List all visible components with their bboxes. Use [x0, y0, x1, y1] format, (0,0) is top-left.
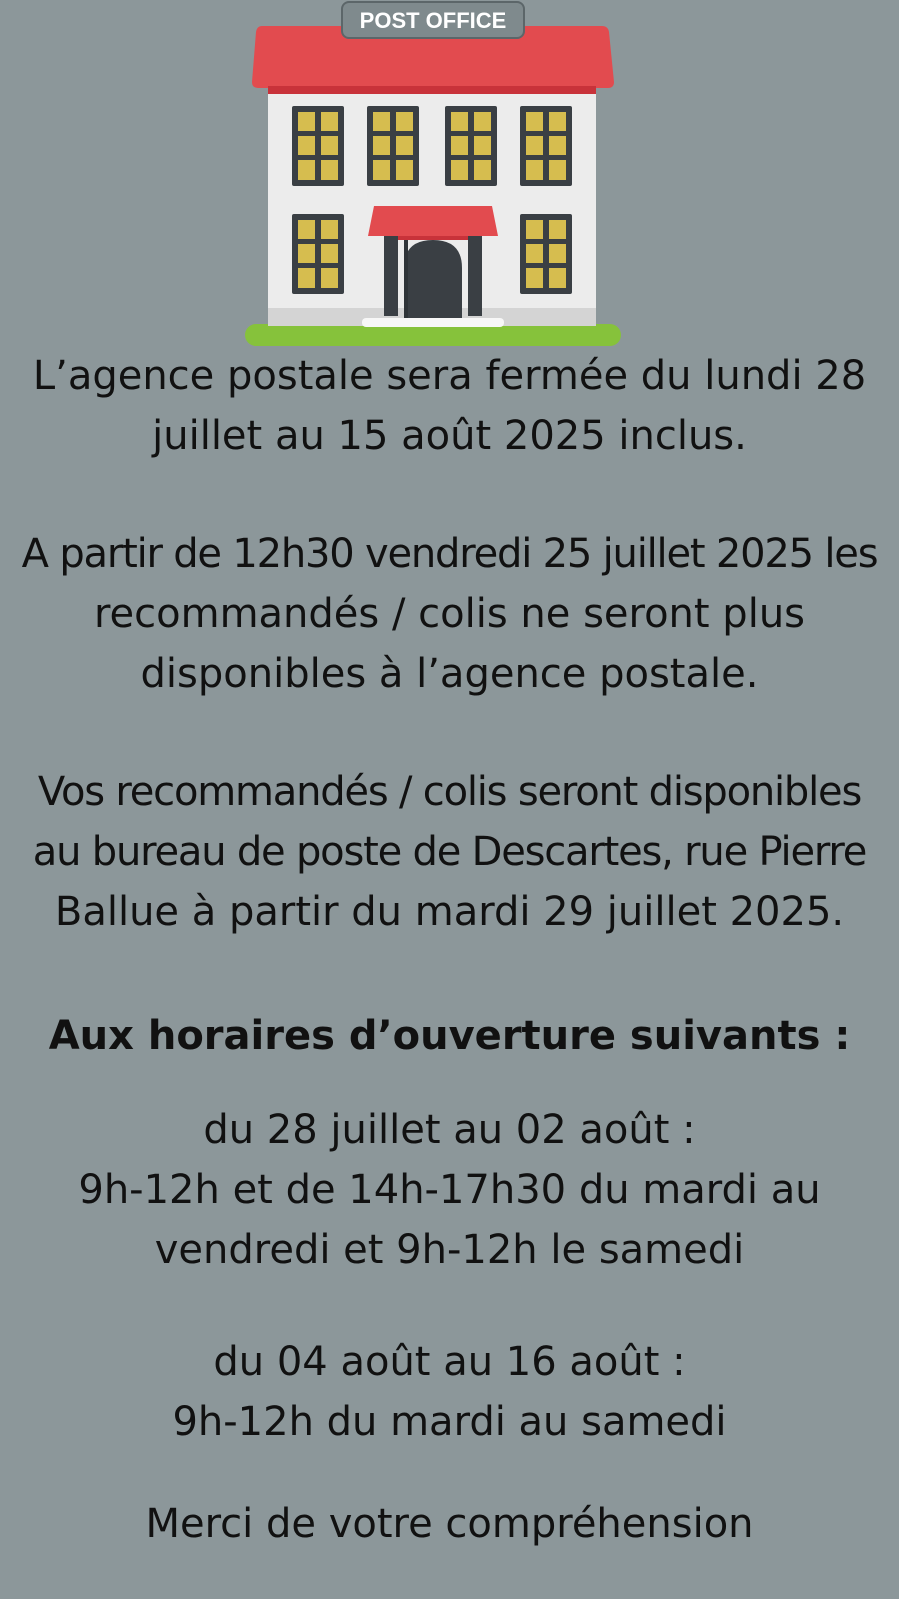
window	[367, 106, 419, 186]
redirect-line: Ballue à partir du mardi 29 juillet 2025.	[54, 889, 845, 935]
post-office-illustration	[0, 0, 899, 350]
post-office-building-icon	[0, 0, 899, 350]
closure-notice	[0, 346, 899, 466]
grass-strip	[245, 324, 621, 346]
closure-line: L’agence postale sera fermée du lundi 28	[32, 353, 867, 399]
availability-line: recommandés / colis ne seront plus	[93, 591, 806, 637]
window	[445, 106, 497, 186]
door	[404, 240, 462, 318]
period-line: du 28 juillet au 02 août :	[203, 1107, 696, 1153]
period-line: 9h-12h et de 14h-17h30 du mardi au	[78, 1167, 821, 1213]
availability-notice	[0, 524, 899, 704]
roof-underside	[268, 86, 596, 94]
period-line: du 04 août au 16 août :	[213, 1339, 686, 1385]
hours-period-1	[0, 1100, 899, 1280]
sign-text: POST OFFICE	[359, 8, 507, 33]
closure-line: juillet au 15 août 2025 inclus.	[152, 413, 747, 459]
thanks-note	[0, 1494, 899, 1554]
redirect-line: au bureau de poste de Descartes, rue Pierre	[32, 829, 867, 875]
window	[520, 106, 572, 186]
availability-line: A partir de 12h30 vendredi 25 juillet 2025 les	[21, 531, 878, 577]
redirect-notice	[0, 762, 899, 942]
hours-title	[0, 1006, 899, 1066]
window	[292, 106, 344, 186]
period-line: 9h-12h du mardi au samedi	[172, 1399, 727, 1445]
period-line: vendredi et 9h-12h le samedi	[154, 1227, 745, 1273]
window	[292, 214, 344, 294]
availability-line: disponibles à l’agence postale.	[140, 651, 759, 697]
window	[520, 214, 572, 294]
entrance-step	[362, 318, 504, 327]
hours-period-2	[0, 1332, 899, 1452]
redirect-line: Vos recommandés / colis seront disponibles	[37, 769, 862, 815]
thanks-text: Merci de votre compréhension	[145, 1501, 754, 1547]
hours-title-text: Aux horaires d’ouverture suivants :	[48, 1013, 851, 1059]
